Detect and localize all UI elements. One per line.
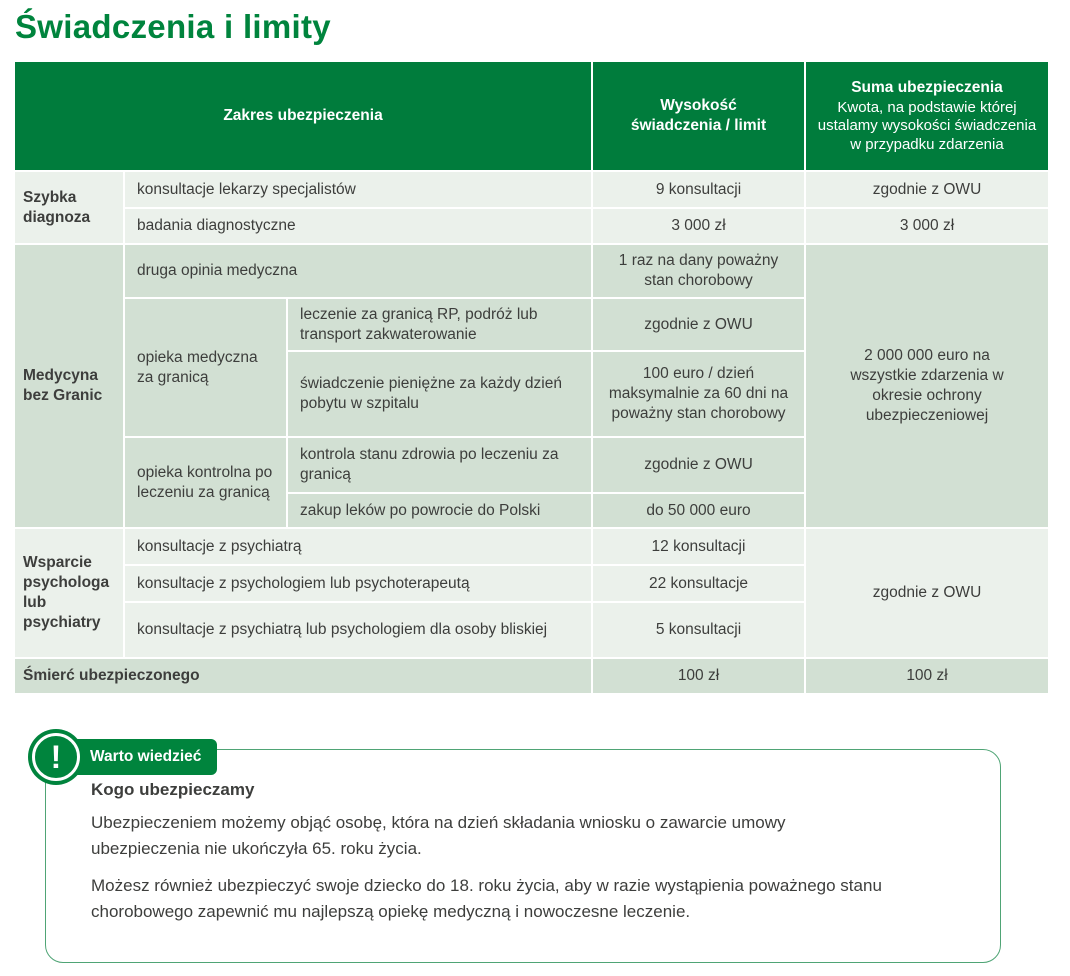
limit-konsultacje-specjalistow: 9 konsultacji bbox=[593, 172, 804, 207]
limit-badania-diagnostyczne: 3 000 zł bbox=[593, 209, 804, 243]
header-wysokosc bbox=[593, 62, 804, 170]
limit-konsultacje-psychiatra: 12 konsultacji bbox=[593, 529, 804, 564]
scope-badania-diagnostyczne: badania diagnostyczne bbox=[125, 209, 591, 243]
scope-leczenie-za-granica: leczenie za granicą RP, podróż lub transport zakwaterowanie bbox=[288, 299, 591, 350]
scope-swiadczenie-pieniezne: świadczenie pieniężne za każdy dzień pobytu w szpitalu bbox=[288, 352, 591, 436]
scope-konsultacje-psycholog: konsultacje z psychologiem lub psychoterapeutą bbox=[125, 566, 591, 601]
scope-kontrola-stanu-zdrowia: kontrola stanu zdrowia po leczeniu za granicą bbox=[288, 438, 591, 492]
callout-badge-label: Warto wiedzieć bbox=[72, 739, 217, 775]
callout-heading: Kogo ubezpieczamy bbox=[91, 780, 255, 799]
suma-medycyna-text: 2 000 000 euro na wszystkie zdarzenia w okresie ochrony ubezpieczeniowej bbox=[850, 347, 1004, 424]
header-suma-title: Suma ubezpieczenia bbox=[851, 79, 1003, 97]
scope-konsultacje-psychiatra: konsultacje z psychiatrą bbox=[125, 529, 591, 564]
page-title: Świadczenia i limity bbox=[15, 8, 331, 45]
suma-badania-diagnostyczne: 3 000 zł bbox=[806, 209, 1048, 243]
suma-konsultacje-specjalistow: zgodnie z OWU bbox=[806, 172, 1048, 207]
header-zakres: Zakres ubezpieczenia bbox=[15, 62, 591, 170]
exclamation-icon bbox=[28, 729, 84, 785]
scope-konsultacje-osoba-bliska: konsultacje z psychiatrą lub psychologiem dla osoby bliskiej bbox=[125, 603, 591, 657]
scope-zakup-lekow: zakup leków po powrocie do Polski bbox=[288, 494, 591, 527]
scope-druga-opinia: druga opinia medyczna bbox=[125, 245, 591, 297]
callout-warto-wiedziec bbox=[28, 739, 1001, 963]
sublabel-opieka-medyczna: opieka medyczna za granicą bbox=[125, 299, 286, 436]
limit-druga-opinia: 1 raz na dany poważny stan chorobowy bbox=[593, 245, 804, 297]
header-suma bbox=[806, 62, 1048, 170]
suma-medycyna-bez-granic bbox=[806, 245, 1048, 527]
callout-paragraph-1: Ubezpieczeniem możemy objąć osobę, która na dzień składania wniosku o zawarcie umowy ubezpieczenia nie ukończyła 65. roku życia. bbox=[91, 813, 786, 858]
exclamation-glyph: ! bbox=[50, 739, 62, 775]
sublabel-opieka-kontrolna: opieka kontrolna po leczeniu za granicą bbox=[125, 438, 286, 527]
group-label-medycyna-bez-granic: Medycyna bez Granic bbox=[15, 245, 123, 527]
limit-swiadczenie-pieniezne: 100 euro / dzień maksymalnie za 60 dni na poważny stan chorobowy bbox=[593, 352, 804, 436]
benefits-table bbox=[15, 62, 1048, 693]
callout-badge bbox=[28, 729, 217, 785]
limit-konsultacje-psycholog: 22 konsultacje bbox=[593, 566, 804, 601]
limit-smierc: 100 zł bbox=[593, 659, 804, 693]
row-smierc-label: Śmierć ubezpieczonego bbox=[15, 659, 591, 693]
group-label-wsparcie-psychologa: Wsparcie psychologa lub psychiatry bbox=[15, 529, 123, 657]
limit-leczenie-za-granica: zgodnie z OWU bbox=[593, 299, 804, 350]
header-wysokosc-label: Wysokość świadczenia / limit bbox=[630, 97, 767, 134]
group-label-szybka-diagnoza: Szybka diagnoza bbox=[15, 172, 123, 243]
callout-paragraph-2: Możesz również ubezpieczyć swoje dziecko do 18. roku życia, aby w razie wystąpienia poważnego stanu chorobowego zapewnić mu najlepszą opiekę medyczną i nowoczesne leczenie. bbox=[91, 876, 882, 921]
limit-kontrola-stanu-zdrowia: zgodnie z OWU bbox=[593, 438, 804, 492]
suma-smierc: 100 zł bbox=[806, 659, 1048, 693]
limit-konsultacje-osoba-bliska: 5 konsultacji bbox=[593, 603, 804, 657]
suma-wsparcie-psychologa: zgodnie z OWU bbox=[806, 529, 1048, 657]
limit-zakup-lekow: do 50 000 euro bbox=[593, 494, 804, 527]
header-suma-subtitle: Kwota, na podstawie której ustalamy wysokości świadczenia w przypadku zdarzenia bbox=[817, 98, 1037, 153]
scope-konsultacje-specjalistow: konsultacje lekarzy specjalistów bbox=[125, 172, 591, 207]
